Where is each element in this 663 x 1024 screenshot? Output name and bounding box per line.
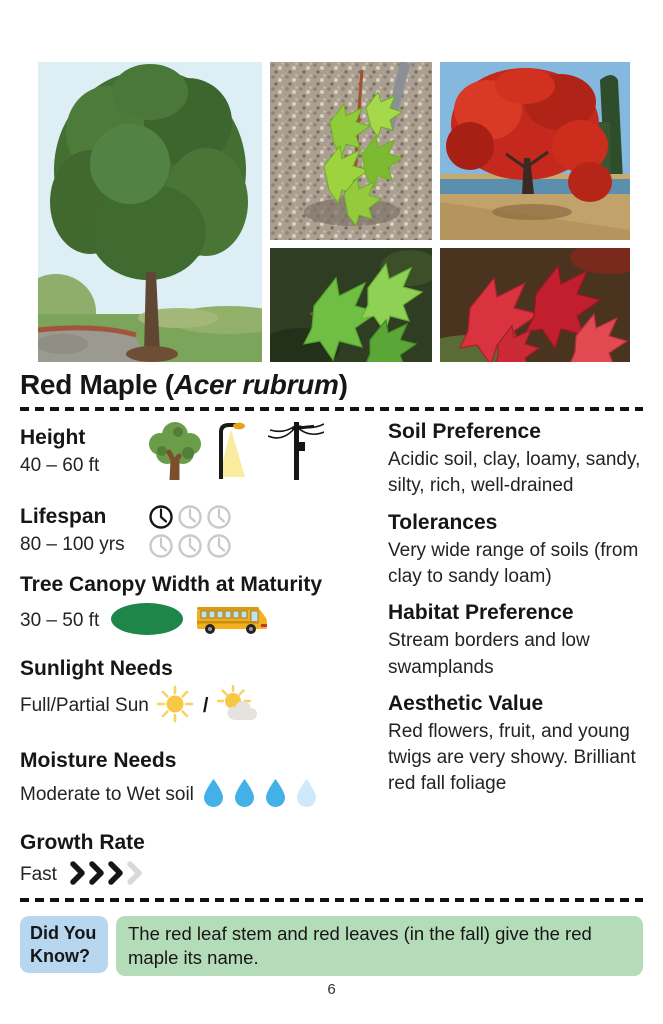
attributes-columns <box>20 420 643 890</box>
growth-value: Fast <box>20 863 57 885</box>
school-bus-icon <box>195 602 269 641</box>
sunlight-separator: / <box>202 695 209 718</box>
title-latin-name: Acer rubrum <box>173 369 339 400</box>
clock-icon <box>206 504 232 530</box>
photo-mature-summer-tree <box>38 62 262 362</box>
did-you-know-badge: Did You Know? <box>20 916 108 973</box>
left-column <box>20 420 388 890</box>
sunlight-label: Sunlight Needs <box>20 657 173 681</box>
sun-icon <box>156 685 194 728</box>
section-sunlight <box>20 657 388 728</box>
chevron-icon-filled <box>69 861 86 890</box>
section-moisture <box>20 749 388 812</box>
moisture-value: Moderate to Wet soil <box>20 784 194 806</box>
partial-sun-icon <box>217 685 259 728</box>
page-number: 6 <box>327 981 336 998</box>
photo-collage <box>38 62 630 362</box>
power-lines-icon <box>268 420 324 485</box>
habitat-preference-label: Habitat Preference <box>388 601 574 625</box>
photo-sapling-gravel <box>270 62 432 240</box>
habitat-preference-text: Stream borders and low swamplands <box>388 630 590 678</box>
title-common-name: Red Maple ( <box>20 369 174 400</box>
growth-label: Growth Rate <box>20 831 145 855</box>
lifespan-label: Lifespan <box>20 505 107 529</box>
moisture-label: Moisture Needs <box>20 749 177 773</box>
clock-icon <box>177 533 203 559</box>
section-canopy-width <box>20 573 388 642</box>
dashed-divider-bottom <box>20 898 643 902</box>
section-aesthetic-value <box>388 692 643 798</box>
droplet-icon-filled <box>233 778 256 812</box>
aesthetic-value-label: Aesthetic Value <box>388 691 544 715</box>
street-lamp-icon <box>214 420 256 485</box>
chevron-icon-filled <box>88 861 105 890</box>
section-soil-preference <box>388 420 643 500</box>
sunlight-value: Full/Partial Sun <box>20 695 149 717</box>
soil-preference-label: Soil Preference <box>388 420 541 443</box>
droplet-icon-light <box>295 778 318 812</box>
clock-icon <box>177 504 203 530</box>
photo-green-leaves <box>270 248 432 362</box>
lifespan-clocks <box>148 504 232 559</box>
clock-icon-filled <box>148 504 174 530</box>
height-value: 40 – 60 ft <box>20 455 100 477</box>
clock-icon <box>206 533 232 559</box>
title-suffix: ) <box>338 369 348 400</box>
canopy-label: Tree Canopy Width at Maturity <box>20 573 323 596</box>
aesthetic-value-text: Red flowers, fruit, and young twigs are very showy. Brilliant red fall foliage <box>388 720 636 795</box>
droplet-icon-filled <box>264 778 287 812</box>
section-tolerances <box>388 511 643 591</box>
chevron-icon-filled <box>107 861 124 890</box>
right-column <box>388 420 643 890</box>
height-label: Height <box>20 426 86 450</box>
canopy-value: 30 – 50 ft <box>20 610 100 632</box>
section-habitat-preference <box>388 601 643 681</box>
lifespan-value: 80 – 100 yrs <box>20 534 125 556</box>
section-growth-rate <box>20 831 388 889</box>
dashed-divider-top <box>20 407 643 411</box>
photo-red-leaves <box>440 248 630 362</box>
page-title <box>20 369 348 401</box>
canopy-ellipse-icon <box>109 601 185 642</box>
section-lifespan <box>20 504 388 559</box>
tree-icon <box>148 420 202 485</box>
did-you-know-text: The red leaf stem and red leaves (in the fall) give the red maple its name. <box>116 916 643 976</box>
tolerances-text: Very wide range of soils (from clay to sandy loam) <box>388 539 639 587</box>
droplet-icon-filled <box>202 778 225 812</box>
photo-red-maple-fall <box>440 62 630 240</box>
chevron-icon-gray <box>126 861 143 890</box>
tolerances-label: Tolerances <box>388 510 498 534</box>
section-height <box>20 420 388 485</box>
clock-icon <box>148 533 174 559</box>
soil-preference-text: Acidic soil, clay, loamy, sandy, silty, rich, well-drained <box>388 449 641 497</box>
